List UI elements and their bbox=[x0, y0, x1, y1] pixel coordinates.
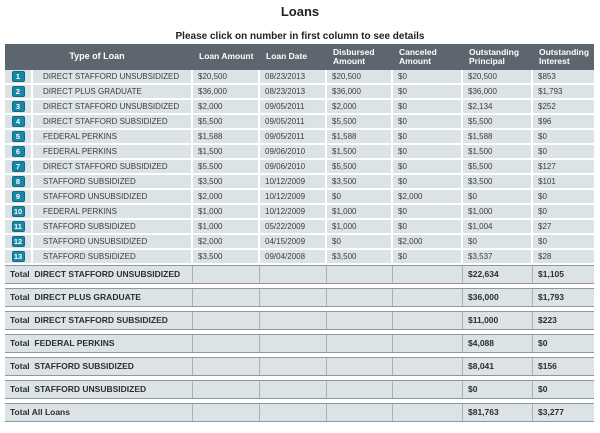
loan-type: STAFFORD SUBSIDIZED bbox=[33, 250, 193, 263]
loan-number-cell bbox=[5, 115, 33, 128]
header-type-of-loan: Type of Loan bbox=[69, 51, 125, 62]
outstanding-principal: $1,004 bbox=[463, 220, 533, 233]
instruction-text: Please click on number in first column to see details bbox=[175, 31, 425, 42]
total-row-label: Total All Loans bbox=[5, 404, 193, 421]
total-empty-loan-date-cell bbox=[260, 335, 327, 352]
loan-amount: $1,000 bbox=[193, 220, 260, 233]
outstanding-principal: $20,500 bbox=[463, 70, 533, 83]
outstanding-interest: $853 bbox=[538, 72, 556, 81]
loan-amount: $36,000 bbox=[193, 85, 260, 98]
outstanding-interest: $0 bbox=[538, 237, 547, 246]
header-outstanding-interest: Outstanding Interest bbox=[539, 46, 590, 66]
outstanding-principal: $1,588 bbox=[463, 130, 533, 143]
total-row bbox=[5, 265, 594, 284]
total-outstanding-principal: $4,088 bbox=[463, 335, 533, 352]
loan-number-cell bbox=[5, 205, 33, 218]
total-empty-canceled-cell bbox=[393, 335, 463, 352]
loan-type: STAFFORD SUBSIDIZED bbox=[33, 220, 193, 233]
disbursed-amount: $20,500 bbox=[327, 70, 393, 83]
canceled-amount: $0 bbox=[393, 205, 463, 218]
disbursed-amount: $3,500 bbox=[327, 175, 393, 188]
page-title: Loans bbox=[280, 4, 320, 19]
loan-date: 08/23/2013 bbox=[260, 70, 327, 83]
loan-number-button[interactable]: 1 bbox=[12, 71, 25, 82]
total-outstanding-principal: $0 bbox=[463, 381, 533, 398]
total-outstanding-principal: $11,000 bbox=[463, 312, 533, 329]
total-empty-loan-amount-cell bbox=[193, 312, 260, 329]
total-empty-canceled-cell bbox=[393, 358, 463, 375]
total-row bbox=[5, 288, 594, 307]
loan-type: DIRECT STAFFORD SUBSIDIZED bbox=[33, 115, 193, 128]
total-outstanding-interest: $1,793 bbox=[538, 292, 564, 302]
canceled-amount: $2,000 bbox=[393, 190, 463, 203]
total-outstanding-principal: $81,763 bbox=[463, 404, 533, 421]
loan-number-cell bbox=[5, 160, 33, 173]
loan-type: STAFFORD UNSUBSIDIZED bbox=[33, 190, 193, 203]
outstanding-interest: $1,793 bbox=[538, 87, 563, 96]
header-outstanding-principal: Outstanding Principal bbox=[469, 46, 520, 66]
disbursed-amount: $2,000 bbox=[327, 100, 393, 113]
loan-table-row bbox=[5, 145, 594, 160]
total-empty-loan-date-cell bbox=[260, 312, 327, 329]
loan-number-button[interactable]: 6 bbox=[12, 146, 25, 157]
loan-date: 10/12/2009 bbox=[260, 175, 327, 188]
total-row-label: Total STAFFORD UNSUBSIDIZED bbox=[5, 381, 193, 398]
canceled-amount: $2,000 bbox=[393, 235, 463, 248]
loan-rows-section bbox=[5, 70, 594, 265]
loan-number-cell bbox=[5, 190, 33, 203]
disbursed-amount: $1,588 bbox=[327, 130, 393, 143]
outstanding-interest: $252 bbox=[538, 102, 556, 111]
loan-table-row bbox=[5, 85, 594, 100]
total-outstanding-interest: $0 bbox=[538, 384, 548, 394]
loan-date: 09/05/2011 bbox=[260, 115, 327, 128]
total-row-label: Total DIRECT PLUS GRADUATE bbox=[5, 289, 193, 306]
loan-table-row bbox=[5, 250, 594, 265]
table-header-row bbox=[5, 44, 594, 70]
loan-amount: $5,500 bbox=[193, 160, 260, 173]
loan-type: DIRECT STAFFORD UNSUBSIDIZED bbox=[33, 70, 193, 83]
loan-date: 09/05/2011 bbox=[260, 130, 327, 143]
outstanding-principal: $1,500 bbox=[463, 145, 533, 158]
loan-table-row bbox=[5, 205, 594, 220]
loan-date: 10/12/2009 bbox=[260, 190, 327, 203]
total-row bbox=[5, 357, 594, 376]
total-empty-canceled-cell bbox=[393, 381, 463, 398]
total-empty-loan-date-cell bbox=[260, 404, 327, 421]
total-outstanding-interest: $1,105 bbox=[538, 269, 564, 279]
total-outstanding-principal: $36,000 bbox=[463, 289, 533, 306]
total-empty-loan-date-cell bbox=[260, 358, 327, 375]
total-empty-disbursed-cell bbox=[327, 335, 393, 352]
loan-number-button[interactable]: 4 bbox=[12, 116, 25, 127]
canceled-amount: $0 bbox=[393, 145, 463, 158]
outstanding-principal: $2,134 bbox=[463, 100, 533, 113]
loan-number-button[interactable]: 3 bbox=[12, 101, 25, 112]
canceled-amount: $0 bbox=[393, 175, 463, 188]
outstanding-interest: $101 bbox=[538, 177, 556, 186]
loan-number-button[interactable]: 2 bbox=[12, 86, 25, 97]
canceled-amount: $0 bbox=[393, 100, 463, 113]
loan-date: 09/06/2010 bbox=[260, 160, 327, 173]
outstanding-interest: $127 bbox=[538, 162, 556, 171]
loan-number-cell bbox=[5, 100, 33, 113]
loan-date: 08/23/2013 bbox=[260, 85, 327, 98]
loan-date: 04/15/2009 bbox=[260, 235, 327, 248]
total-empty-disbursed-cell bbox=[327, 266, 393, 283]
disbursed-amount: $5,500 bbox=[327, 115, 393, 128]
total-empty-disbursed-cell bbox=[327, 312, 393, 329]
canceled-amount: $0 bbox=[393, 220, 463, 233]
loan-type: FEDERAL PERKINS bbox=[33, 130, 193, 143]
disbursed-amount: $5,500 bbox=[327, 160, 393, 173]
loan-amount: $3,500 bbox=[193, 250, 260, 263]
disbursed-amount: $1,000 bbox=[327, 205, 393, 218]
loan-type: DIRECT STAFFORD UNSUBSIDIZED bbox=[33, 100, 193, 113]
canceled-amount: $0 bbox=[393, 250, 463, 263]
outstanding-principal: $0 bbox=[463, 235, 533, 248]
outstanding-principal: $36,000 bbox=[463, 85, 533, 98]
loan-date: 05/22/2009 bbox=[260, 220, 327, 233]
outstanding-principal: $5,500 bbox=[463, 160, 533, 173]
loan-amount: $3,500 bbox=[193, 175, 260, 188]
loan-table-row bbox=[5, 160, 594, 175]
loan-table-row bbox=[5, 130, 594, 145]
loan-number-cell bbox=[5, 70, 33, 83]
total-row bbox=[5, 334, 594, 353]
loan-number-button[interactable]: 10 bbox=[12, 206, 25, 217]
total-empty-disbursed-cell bbox=[327, 404, 393, 421]
outstanding-interest: $0 bbox=[538, 132, 547, 141]
loan-type: FEDERAL PERKINS bbox=[33, 145, 193, 158]
total-empty-loan-amount-cell bbox=[193, 404, 260, 421]
total-row bbox=[5, 311, 594, 330]
header-loan-date: Loan Date bbox=[266, 51, 308, 62]
outstanding-principal: $0 bbox=[463, 190, 533, 203]
disbursed-amount: $1,500 bbox=[327, 145, 393, 158]
outstanding-principal: $3,500 bbox=[463, 175, 533, 188]
total-empty-loan-amount-cell bbox=[193, 358, 260, 375]
loan-number-cell bbox=[5, 220, 33, 233]
outstanding-interest: $27 bbox=[538, 222, 552, 231]
loan-type: DIRECT PLUS GRADUATE bbox=[33, 85, 193, 98]
total-outstanding-principal: $22,634 bbox=[463, 266, 533, 283]
total-empty-loan-date-cell bbox=[260, 381, 327, 398]
loan-date: 09/06/2010 bbox=[260, 145, 327, 158]
total-empty-loan-amount-cell bbox=[193, 381, 260, 398]
loan-table-row bbox=[5, 190, 594, 205]
total-empty-canceled-cell bbox=[393, 404, 463, 421]
total-row-label: Total FEDERAL PERKINS bbox=[5, 335, 193, 352]
total-empty-disbursed-cell bbox=[327, 358, 393, 375]
loan-amount: $5,500 bbox=[193, 115, 260, 128]
loan-date: 10/12/2009 bbox=[260, 205, 327, 218]
header-canceled-amount: Canceled Amount bbox=[399, 46, 437, 66]
total-row-label: Total DIRECT STAFFORD SUBSIDIZED bbox=[5, 312, 193, 329]
loan-number-cell bbox=[5, 250, 33, 263]
header-loan-amount: Loan Amount bbox=[199, 51, 254, 62]
outstanding-principal: $3,537 bbox=[463, 250, 533, 263]
total-empty-canceled-cell bbox=[393, 289, 463, 306]
loan-number-button[interactable]: 9 bbox=[12, 191, 25, 202]
loan-number-cell bbox=[5, 145, 33, 158]
outstanding-interest: $0 bbox=[538, 147, 547, 156]
loan-number-button[interactable]: 12 bbox=[12, 236, 25, 247]
loan-table-row bbox=[5, 100, 594, 115]
total-row bbox=[5, 403, 594, 422]
disbursed-amount: $3,500 bbox=[327, 250, 393, 263]
loan-type: STAFFORD UNSUBSIDIZED bbox=[33, 235, 193, 248]
total-empty-loan-amount-cell bbox=[193, 289, 260, 306]
total-row bbox=[5, 380, 594, 399]
canceled-amount: $0 bbox=[393, 85, 463, 98]
loan-amount: $1,500 bbox=[193, 145, 260, 158]
outstanding-interest: $0 bbox=[538, 192, 547, 201]
total-empty-loan-amount-cell bbox=[193, 335, 260, 352]
canceled-amount: $0 bbox=[393, 130, 463, 143]
total-empty-loan-date-cell bbox=[260, 266, 327, 283]
total-empty-loan-amount-cell bbox=[193, 266, 260, 283]
loan-number-cell bbox=[5, 85, 33, 98]
loan-number-cell bbox=[5, 175, 33, 188]
loan-number-button[interactable]: 13 bbox=[12, 251, 25, 262]
total-empty-canceled-cell bbox=[393, 312, 463, 329]
loan-table-row bbox=[5, 235, 594, 250]
loan-amount: $1,000 bbox=[193, 205, 260, 218]
disbursed-amount: $1,000 bbox=[327, 220, 393, 233]
loan-amount: $1,588 bbox=[193, 130, 260, 143]
loan-table-row bbox=[5, 220, 594, 235]
total-outstanding-principal: $8,041 bbox=[463, 358, 533, 375]
total-empty-canceled-cell bbox=[393, 266, 463, 283]
disbursed-amount: $0 bbox=[327, 190, 393, 203]
total-outstanding-interest: $223 bbox=[538, 315, 557, 325]
loan-number-cell bbox=[5, 235, 33, 248]
total-outstanding-interest: $156 bbox=[538, 361, 557, 371]
loan-number-button[interactable]: 7 bbox=[12, 161, 25, 172]
disbursed-amount: $0 bbox=[327, 235, 393, 248]
header-disbursed-amount: Disbursed Amount bbox=[333, 46, 375, 66]
canceled-amount: $0 bbox=[393, 70, 463, 83]
loan-amount: $2,000 bbox=[193, 235, 260, 248]
loan-type: STAFFORD SUBSIDIZED bbox=[33, 175, 193, 188]
loan-amount: $2,000 bbox=[193, 100, 260, 113]
canceled-amount: $0 bbox=[393, 160, 463, 173]
total-empty-disbursed-cell bbox=[327, 381, 393, 398]
total-row-label: Total DIRECT STAFFORD UNSUBSIDIZED bbox=[5, 266, 193, 283]
canceled-amount: $0 bbox=[393, 115, 463, 128]
outstanding-principal: $1,000 bbox=[463, 205, 533, 218]
loan-number-button[interactable]: 11 bbox=[12, 221, 25, 232]
disbursed-amount: $36,000 bbox=[327, 85, 393, 98]
totals-section bbox=[5, 265, 594, 422]
loan-date: 09/04/2008 bbox=[260, 250, 327, 263]
loans-table bbox=[5, 44, 594, 422]
loan-date: 09/05/2011 bbox=[260, 100, 327, 113]
loan-type: DIRECT STAFFORD SUBSIDIZED bbox=[33, 160, 193, 173]
loan-type: FEDERAL PERKINS bbox=[33, 205, 193, 218]
loan-number-cell bbox=[5, 130, 33, 143]
outstanding-interest: $0 bbox=[538, 207, 547, 216]
outstanding-principal: $5,500 bbox=[463, 115, 533, 128]
loan-number-button[interactable]: 8 bbox=[12, 176, 25, 187]
total-row-label: Total STAFFORD SUBSIDIZED bbox=[5, 358, 193, 375]
total-outstanding-interest: $3,277 bbox=[538, 407, 564, 417]
total-empty-loan-date-cell bbox=[260, 289, 327, 306]
loan-table-row bbox=[5, 70, 594, 85]
outstanding-interest: $28 bbox=[538, 252, 552, 261]
total-empty-disbursed-cell bbox=[327, 289, 393, 306]
total-outstanding-interest: $0 bbox=[538, 338, 548, 348]
loan-table-row bbox=[5, 115, 594, 130]
loan-amount: $20,500 bbox=[193, 70, 260, 83]
loan-number-button[interactable]: 5 bbox=[12, 131, 25, 142]
outstanding-interest: $96 bbox=[538, 117, 552, 126]
loan-amount: $2,000 bbox=[193, 190, 260, 203]
loan-table-row bbox=[5, 175, 594, 190]
